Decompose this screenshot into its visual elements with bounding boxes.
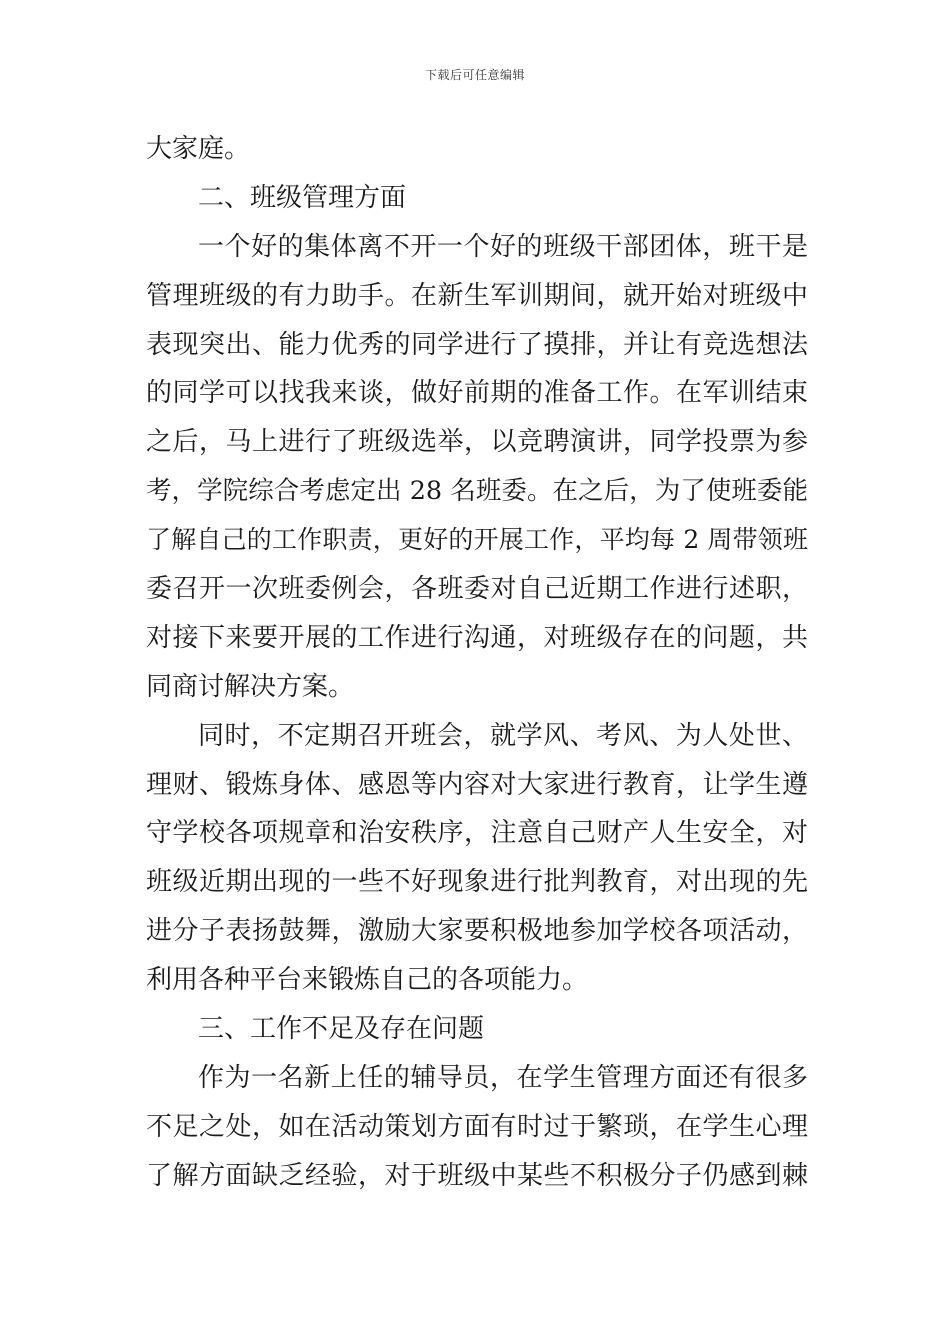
text-line: 作为一名新上任的辅导员，在学生管理方面还有很多 [198,1062,808,1093]
text-line: 理财、锻炼身体、感恩等内容对大家进行教育，让学生遵 [146,769,808,800]
document-body [146,125,808,1201]
text-line: 利用各种平台来锻炼自己的各项能力。 [146,965,589,996]
text-line: 表现突出、能力优秀的同学进行了摸排，并让有竞选想法 [146,329,808,360]
text-line: 考，学院综合考虑定出 28 名班委。在之后，为了使班委能 [146,476,808,507]
text-line: 委召开一次班委例会，各班委对自己近期工作进行述职， [146,574,808,605]
text-line: 之后，马上进行了班级选举，以竞聘演讲，同学投票为参 [146,427,808,458]
text-line: 一个好的集体离不开一个好的班级干部团体，班干是 [198,231,808,262]
text-line: 二、班级管理方面 [198,182,407,213]
text-line: 进分子表扬鼓舞，激励大家要积极地参加学校各项活动， [146,916,808,947]
page-header: 下载后可任意编辑 [424,68,525,82]
text-line: 大家庭。 [146,134,251,164]
text-line: 同商讨解决方案。 [146,671,355,702]
text-line: 同时，不定期召开班会，就学风、考风、为人处世、 [198,720,808,751]
text-line: 对接下来要开展的工作进行沟通，对班级存在的问题，共 [146,622,808,653]
text-line: 管理班级的有力助手。在新生军训期间，就开始对班级中 [146,280,808,311]
text-line: 不足之处，如在活动策划方面有时过于繁琐，在学生心理 [146,1111,808,1142]
text-line: 了解自己的工作职责，更好的开展工作，平均每 2 周带领班 [146,525,808,555]
text-line: 的同学可以找我来谈，做好前期的准备工作。在军训结束 [146,378,808,409]
text-line: 三、工作不足及存在问题 [198,1014,485,1045]
text-line: 守学校各项规章和治安秩序，注意自己财产人生安全，对 [146,818,808,849]
text-line: 了解方面缺乏经验，对于班级中某些不积极分子仍感到棘 [146,1160,808,1191]
text-line: 班级近期出现的一些不好现象进行批判教育，对出现的先 [146,867,808,898]
